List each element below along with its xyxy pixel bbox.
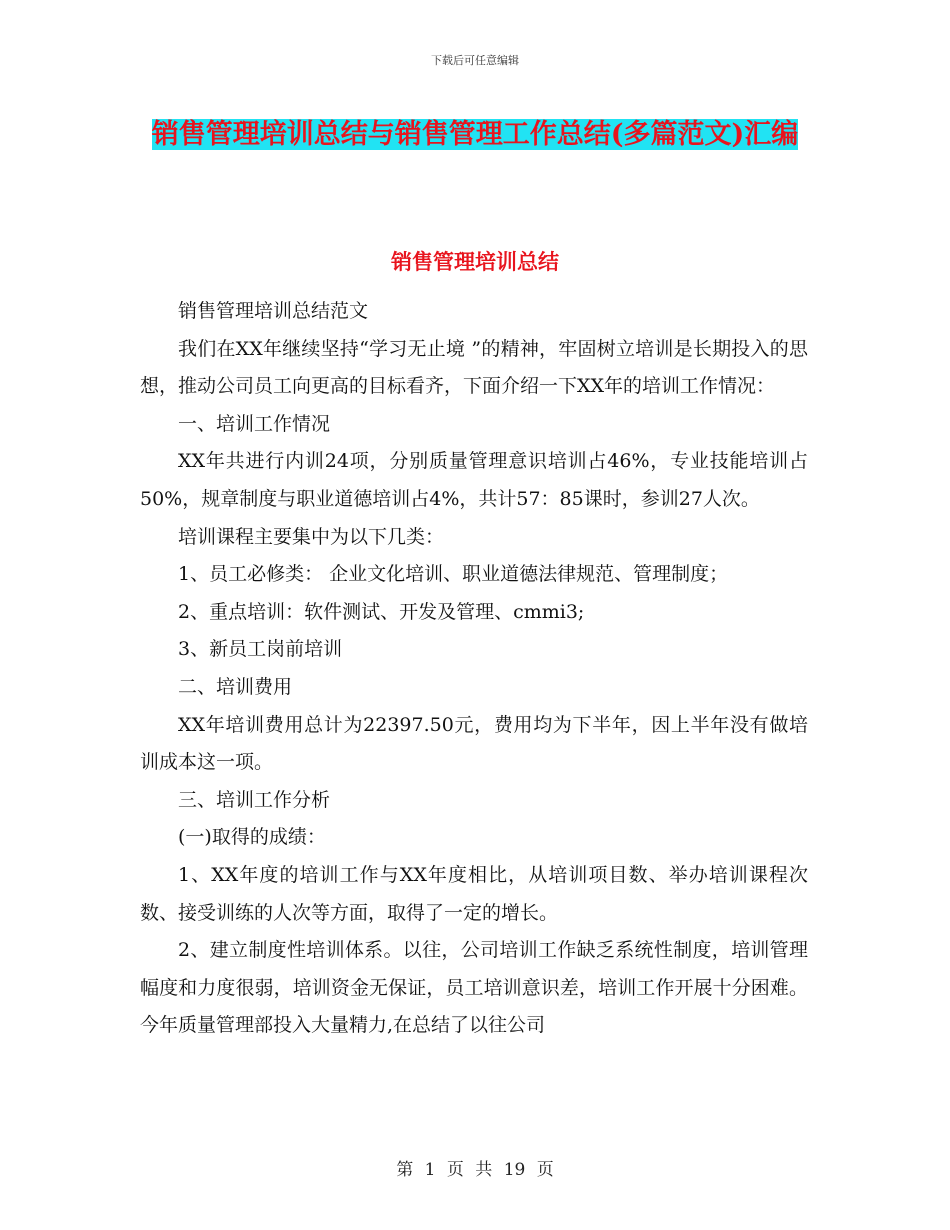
paragraph: 2、建立制度性培训体系。以往，公司培训工作缺乏系统性制度，培训管理幅度和力度很弱，培训资金无保证，员工培训意识差，培训工作开展十分困难。今年质量管理部投入大量精力,在总结了以往公司	[140, 939, 808, 1037]
paragraph: 培训课程主要集中为以下几类：	[178, 525, 445, 548]
paragraph: 三、培训工作分析	[178, 788, 331, 811]
header-note: 下载后可任意编辑	[431, 54, 519, 67]
paragraph: 我们在XX年继续坚持“学习无止境 ”的精神，牢固树立培训是长期投入的思想，推动公司员工向更高的目标看齐，下面介绍一下XX年的培训工作情况：	[140, 337, 808, 398]
paragraph: 一、培训工作情况	[178, 412, 331, 435]
document-body	[140, 293, 808, 1045]
paragraph: 2、重点培训：软件测试、开发及管理、cmmi3;	[178, 600, 585, 623]
page-number: 第 1 页 共 19 页	[396, 1160, 554, 1180]
paragraph: 销售管理培训总结范文	[178, 300, 369, 322]
paragraph: (一)取得的成绩：	[178, 826, 326, 849]
paragraph: 1、XX年度的培训工作与XX年度相比，从培训项目数、举办培训课程次数、接受训练的人次等方面，取得了一定的增长。	[140, 863, 808, 924]
paragraph: 1、员工必修类： 企业文化培训、职业道德法律规范、管理制度；	[178, 563, 729, 586]
paragraph: 二、培训费用	[178, 675, 293, 698]
document-title	[140, 112, 810, 158]
section-title: 销售管理培训总结	[391, 249, 559, 274]
paragraph: XX年培训费用总计为22397.50元，费用均为下半年，因上半年没有做培训成本这一项。	[140, 713, 808, 774]
paragraph: 3、新员工岗前培训	[178, 638, 343, 661]
document-title-text: 销售管理培训总结与销售管理工作总结(多篇范文)汇编	[151, 119, 799, 150]
paragraph: XX年共进行内训24项，分别质量管理意识培训占46%，专业技能培训占50%，规章制度与职业道德培训占4%，共计57：85课时，参训27人次。	[140, 450, 808, 510]
